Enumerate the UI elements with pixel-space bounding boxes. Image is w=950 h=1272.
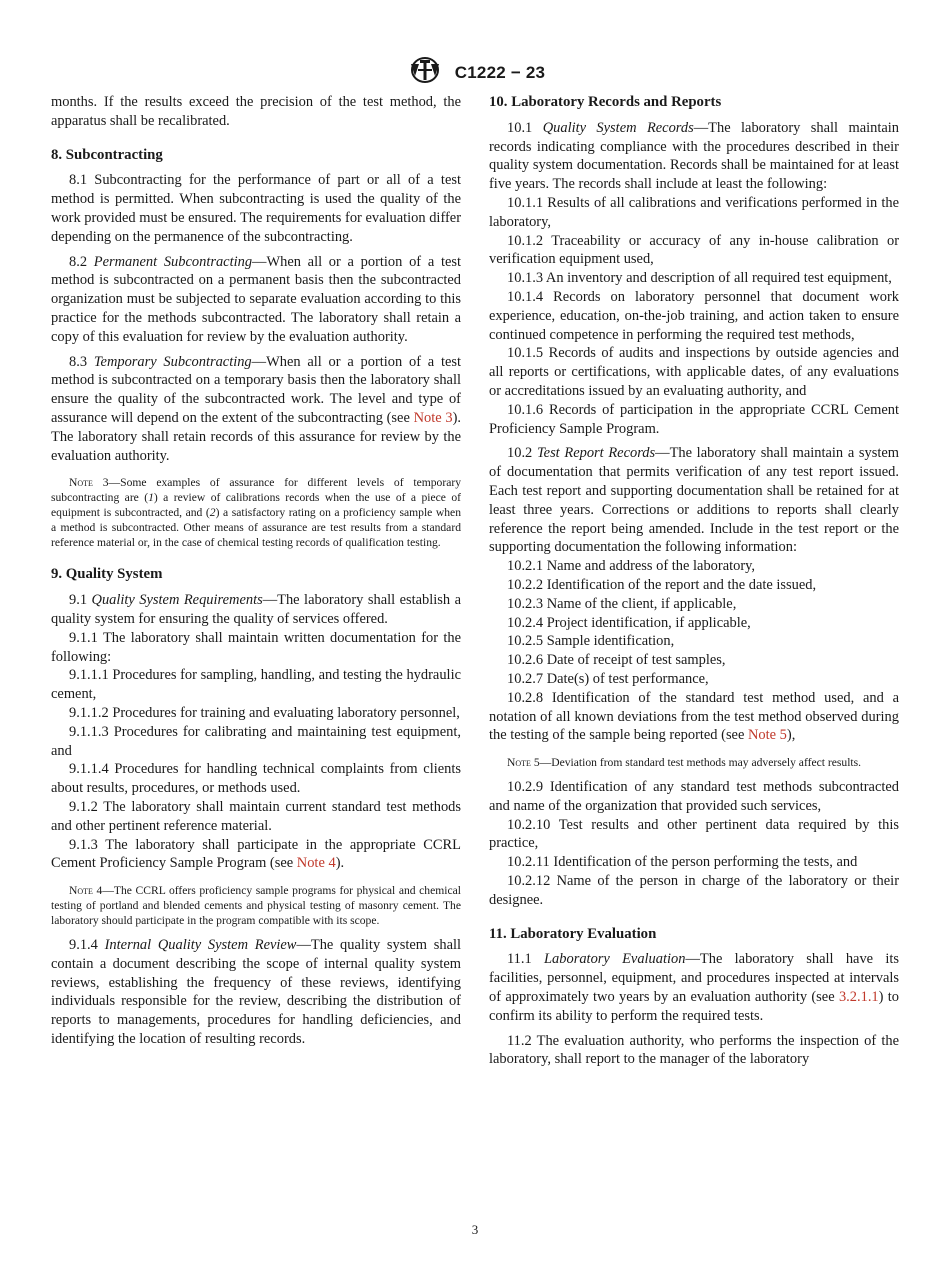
para-9-1-4-num: 9.1.4: [69, 937, 105, 954]
para-10-2-6: 10.2.6 Date of receipt of test samples,: [507, 652, 726, 669]
section-10-heading: 10. Laboratory Records and Reports: [489, 94, 722, 110]
left-column: [51, 93, 461, 1049]
section-11-heading: 11. Laboratory Evaluation: [489, 925, 657, 942]
para-8-2: [51, 253, 461, 347]
para-9-1-1-3: 9.1.1.3 Procedures for calibrating and maintaining test equipment, and: [51, 723, 461, 759]
note-5: [489, 755, 899, 770]
para-10-2-body: —The laboratory shall maintain a system of documentation that permits verification of any test report issued. Each test report and supporting documentation shall be retained for at least three years. Corrections or additions to reports shall clearly reference the report being amended. Include in the test report or the supporting documentation the following information:: [489, 445, 900, 556]
document-designation: C1222 − 23: [454, 62, 546, 82]
para-9-1-2: 9.1.2 The laboratory shall maintain current standard test methods and other pertinent reference material.: [51, 798, 461, 834]
para-10-2-8-text-a: 10.2.8 Identification of the standard test method used, and a notation of all known deviations from the test method observed during the testing of the sample being reported (see: [489, 689, 899, 744]
para-10-2-8-text-b: ),: [786, 727, 796, 744]
right-column: [489, 93, 899, 1069]
para-10-2-5: 10.2.5 Sample identification,: [507, 633, 675, 650]
para-10-2-10: 10.2.10 Test results and other pertinent data required by this practice,: [489, 816, 899, 852]
para-9-1-1-1: 9.1.1.1 Procedures for sampling, handling, and testing the hydraulic cement,: [51, 667, 461, 703]
para-11-1-num: 11.1: [507, 951, 545, 968]
para-9-1-4-body: —The quality system shall contain a document describing the scope of internal quality system reviews, establishing the frequency of these reviews, identifying individuals responsible for the review, describing the distribution of reports to managements, procedures for handling deficiencies, and identifying the location of resulting records.: [51, 937, 462, 1048]
para-9-1-3: [51, 836, 461, 874]
page-header: [0, 56, 950, 89]
para-8-3-body-b: ). The laboratory shall retain records of this assurance for review by the evaluation authority.: [51, 409, 461, 464]
para-9-1-num: 9.1: [69, 592, 92, 609]
para-10-2: [489, 444, 899, 557]
note-3-item-1: 1: [148, 491, 154, 505]
para-9-1-body: —The laboratory shall establish a quality system for ensuring the quality of services offered.: [51, 592, 461, 627]
note-3-item-2: 2: [209, 506, 216, 520]
note-3-text-a: —Some examples of assurance for different levels of temporary subcontracting are (: [51, 476, 461, 505]
para-10-2-12: 10.2.12 Name of the person in charge of the laboratory or their designee.: [489, 873, 899, 908]
note-4: [51, 883, 461, 928]
para-10-1-5: 10.1.5 Records of audits and inspections by outside agencies and all reports or certifications, with applicable dates, of any evaluations or accreditations issued by an evaluating authority, and: [489, 345, 899, 399]
astm-logo-icon: [405, 56, 445, 89]
para-9-1-3-text-b: ).: [335, 855, 345, 872]
para-11-1-body-b: ) to confirm its ability to perform the required tests.: [489, 989, 899, 1024]
note-4-link[interactable]: Note 4: [296, 855, 336, 872]
para-8-3-num: 8.3: [69, 353, 94, 370]
para-9-1-head: Quality System Requirements: [91, 592, 263, 609]
para-8-3: [51, 353, 461, 466]
note-3-text-b: ) a review of calibrations records when the use of a piece of equipment is subcontracted, and (: [51, 491, 461, 520]
para-8-3-head: Temporary Subcontracting: [93, 353, 252, 370]
para-11-1-body-a: —The laboratory shall have its facilities, personnel, equipment, and procedures inspected at intervals of approximately two years by an evaluation authority (see: [489, 951, 900, 1006]
para-10-2-8: [489, 689, 899, 745]
para-10-2-7: 10.2.7 Date(s) of test performance,: [507, 670, 709, 687]
para-9-1-1-2: 9.1.1.2 Procedures for training and evaluating laboratory personnel,: [69, 704, 460, 721]
note-3-link[interactable]: Note 3: [413, 409, 453, 426]
para-8-3-body-a: —When all or a portion of a test method is subcontracted on a temporary basis then the laboratory shall ensure the quality of the subcontracted work. The level and type of assurance will depend on the extent of the subcontracting (see: [51, 353, 462, 426]
section-8-heading: 8. Subcontracting: [51, 146, 163, 163]
para-10-1-num: 10.1: [507, 119, 543, 136]
para-10-2-num: 10.2: [507, 445, 537, 462]
note-3-label: Note 3: [69, 476, 109, 490]
note-4-body: —The CCRL offers proficiency sample programs for physical and chemical testing of portland and blended cements and physical testing of masonry cement. The laboratory should participate in the program compatible with its scope.: [51, 884, 461, 928]
para-8-2-body: —When all or a portion of a test method is subcontracted on a permanent basis then the subcontracted organization must be subjected to separate evaluation according to this practice for the methods subcontracted. The laboratory shall retain a copy of this evaluation for review by the evaluation authority.: [51, 253, 461, 345]
para-9-1-1-4: 9.1.1.4 Procedures for handling technical complaints from clients about results, procedures, or methods used.: [51, 761, 461, 797]
note-3-text-c: ) a satisfactory rating on a proficiency sample when a method is subcontracted. Other means of assurance are test results from a standard reference material or, in the case of chemical testing records of qualification testing.: [51, 506, 461, 550]
page-number: 3: [471, 1222, 479, 1237]
note-5-link[interactable]: Note 5: [748, 727, 787, 744]
note-3: [51, 475, 461, 550]
continued-paragraph: months. If the results exceed the precision of the test method, the apparatus shall be recalibrated.: [51, 94, 461, 129]
para-8-2-num: 8.2: [69, 253, 94, 270]
para-10-1-2: 10.1.2 Traceability or accuracy of any in-house calibration or verification equipment used,: [489, 232, 899, 268]
para-11-1-head: Laboratory Evaluation: [544, 951, 686, 968]
para-10-2-2: 10.2.2 Identification of the report and the date issued,: [507, 576, 817, 593]
para-10-1-1: 10.1.1 Results of all calibrations and verifications performed in the laboratory,: [489, 194, 899, 230]
para-10-1-4: 10.1.4 Records on laboratory personnel that document work experience, education, on-the-job training, and action taken to ensure continued competence in performing the required test methods,: [489, 288, 899, 343]
para-10-2-3: 10.2.3 Name of the client, if applicable,: [507, 595, 737, 612]
para-10-2-4: 10.2.4 Project identification, if applicable,: [507, 614, 751, 631]
para-10-2-head: Test Report Records: [536, 445, 656, 462]
note-4-label: Note 4: [69, 884, 103, 898]
para-8-2-head: Permanent Subcontracting: [93, 253, 253, 270]
para-9-1-4: [51, 936, 461, 1049]
note-5-body: —Deviation from standard test methods may adversely affect results.: [539, 756, 862, 770]
para-10-2-9: 10.2.9 Identification of any standard test methods subcontracted and name of the organization that provided such services,: [489, 779, 899, 814]
para-11-1: [489, 950, 899, 1025]
para-10-2-11: 10.2.11 Identification of the person performing the tests, and: [507, 854, 858, 871]
note-5-label: Note 5: [507, 756, 540, 770]
para-10-1-body: —The laboratory shall maintain records indicating compliance with the procedures described in their quality system documentation. Records shall be maintained for at least five years. The records shall include at least the following:: [489, 119, 900, 193]
para-9-1: [51, 591, 461, 629]
section-9-heading: 9. Quality System: [51, 566, 163, 583]
para-11-2: 11.2 The evaluation authority, who performs the inspection of the laboratory, shall report to the manager of the laboratory: [489, 1032, 899, 1068]
para-9-1-1: 9.1.1 The laboratory shall maintain written documentation for the following:: [51, 629, 461, 665]
para-10-2-1: 10.2.1 Name and address of the laboratory,: [507, 558, 756, 575]
para-10-1-6: 10.1.6 Records of participation in the appropriate CCRL Cement Proficiency Sample Program.: [489, 401, 899, 437]
para-8-1: 8.1 Subcontracting for the performance of part or all of a test method is permitted. When subcontracting is used the quality of the work provided must be ensured. The requirements for evaluation differ depending on the permanence of the subcontracting.: [51, 172, 462, 245]
para-9-1-4-head: Internal Quality System Review: [104, 937, 297, 954]
para-10-1-head: Quality System Records: [542, 119, 694, 136]
para-9-1-3-text-a: 9.1.3 The laboratory shall participate in the appropriate CCRL Cement Proficiency Sample Program (see: [51, 836, 461, 872]
para-10-1: [489, 119, 899, 194]
para-10-1-3: 10.1.3 An inventory and description of all required test equipment,: [507, 270, 892, 287]
section-3-2-1-1-link[interactable]: 3.2.1.1: [838, 989, 879, 1006]
